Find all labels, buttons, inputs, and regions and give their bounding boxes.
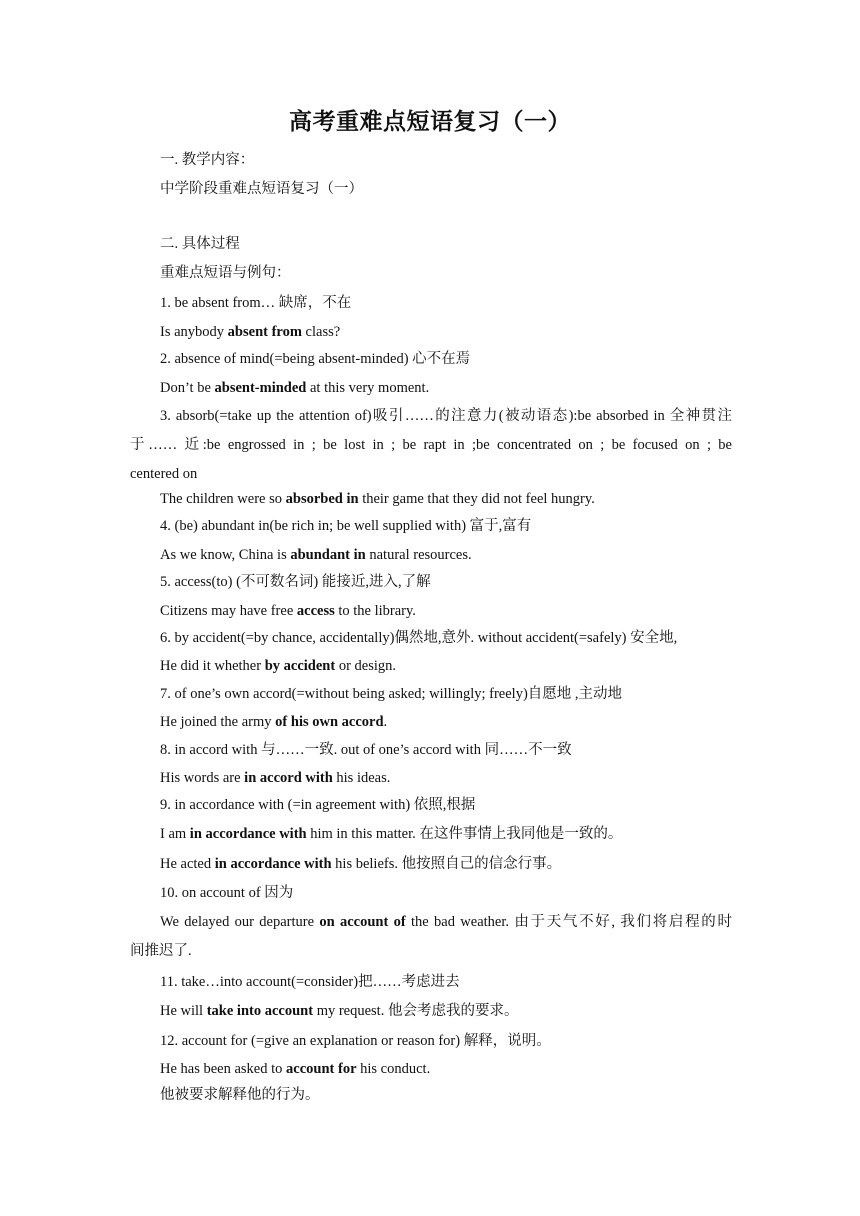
phrase-definition: 1. be absent from… 缺席，不在: [160, 295, 352, 311]
phrase-definition: 5. access(to) (不可数名词) 能接近,进入,了解: [160, 574, 431, 590]
phrase-definition: 11. take…into account(=consider)把……考虑进去: [160, 974, 460, 990]
phrase-example: Don’t be absent-minded at this very moment.: [160, 380, 430, 396]
phrase-definition: 6. by accident(=by chance, accidentally)偶然地,意外. without accident(=safely) 安全地,: [160, 630, 678, 646]
phrase-definition: 2. absence of mind(=being absent-minded) 心不在焉: [160, 351, 471, 367]
phrase-highlight: account for: [286, 1061, 357, 1077]
phrase-highlight: absent-minded: [214, 380, 307, 396]
phrase-highlight: in accordance with: [214, 856, 332, 872]
phrase-definition: 8. in accord with 与……一致. out of one’s accord with 同……不一致: [160, 742, 572, 758]
phrase-example: Is anybody absent from class?: [160, 324, 341, 340]
phrase-highlight: abundant in: [290, 547, 366, 563]
phrase-highlight: in accordance with: [189, 826, 307, 842]
phrase-definition: 10. on account of 因为: [160, 885, 294, 901]
phrase-highlight: in accord with: [244, 770, 333, 786]
phrase-definition: 4. (be) abundant in(be rich in; be well supplied with) 富于,富有: [160, 518, 532, 534]
phrase-highlight: take into account: [206, 1003, 314, 1019]
phrase-example: He will take into account my request. 他会考虑我的要求。: [160, 1003, 519, 1019]
section-heading-content: 一. 教学内容：: [160, 152, 255, 168]
phrase-translation: 他被要求解释他的行为。: [160, 1087, 320, 1103]
phrase-example: The children were so absorbed in their game that they did not feel hungry.: [160, 491, 595, 507]
phrase-example: He joined the army of his own accord.: [160, 714, 388, 730]
phrase-example: We delayed our departure on account of the bad weather. 由于天气不好, 我们将启程的时 间推迟了.: [130, 914, 732, 959]
phrase-example: He has been asked to account for his conduct.: [160, 1061, 431, 1077]
phrase-highlight: by accident: [264, 658, 336, 674]
phrase-highlight: on account of: [319, 914, 406, 930]
phrase-example: Citizens may have free access to the library.: [160, 603, 416, 619]
phrase-highlight: of his own accord: [275, 714, 384, 730]
phrase-example: He acted in accordance with his beliefs. 他按照自己的信念行事。: [160, 856, 562, 872]
phrase-highlight: absorbed in: [285, 491, 359, 507]
phrases-intro: 重难点短语与例句：: [160, 265, 291, 281]
phrase-example: As we know, China is abundant in natural resources.: [160, 547, 472, 563]
phrase-example: He did it whether by accident or design.: [160, 658, 396, 674]
phrase-definition: 7. of one’s own accord(=without being asked; willingly; freely)自愿地 ,主动地: [160, 686, 623, 702]
phrase-highlight: access: [296, 603, 335, 619]
phrase-definition: 9. in accordance with (=in agreement with) 依照,根据: [160, 797, 476, 813]
section-content-text: 中学阶段重难点短语复习（一）: [160, 181, 363, 197]
section-heading-process: 二. 具体过程: [160, 236, 240, 252]
phrase-definition: 3. absorb(=take up the attention of)吸引……的注意力(被动语态):be absorbed in 全神贯注 于…… 近:be engrossed in ; be lost in ; be rapt in ;be concentrated on ; be focused on ; be centered on: [130, 408, 732, 482]
phrase-highlight: absent from: [227, 324, 302, 340]
phrase-example: His words are in accord with his ideas.: [160, 770, 391, 786]
page-title: 高考重难点短语复习（一）: [289, 109, 571, 134]
phrase-definition: 12. account for (=give an explanation or reason for) 解释，说明。: [160, 1033, 551, 1049]
phrase-example: I am in accordance with him in this matter. 在这件事情上我同他是一致的。: [160, 826, 623, 842]
